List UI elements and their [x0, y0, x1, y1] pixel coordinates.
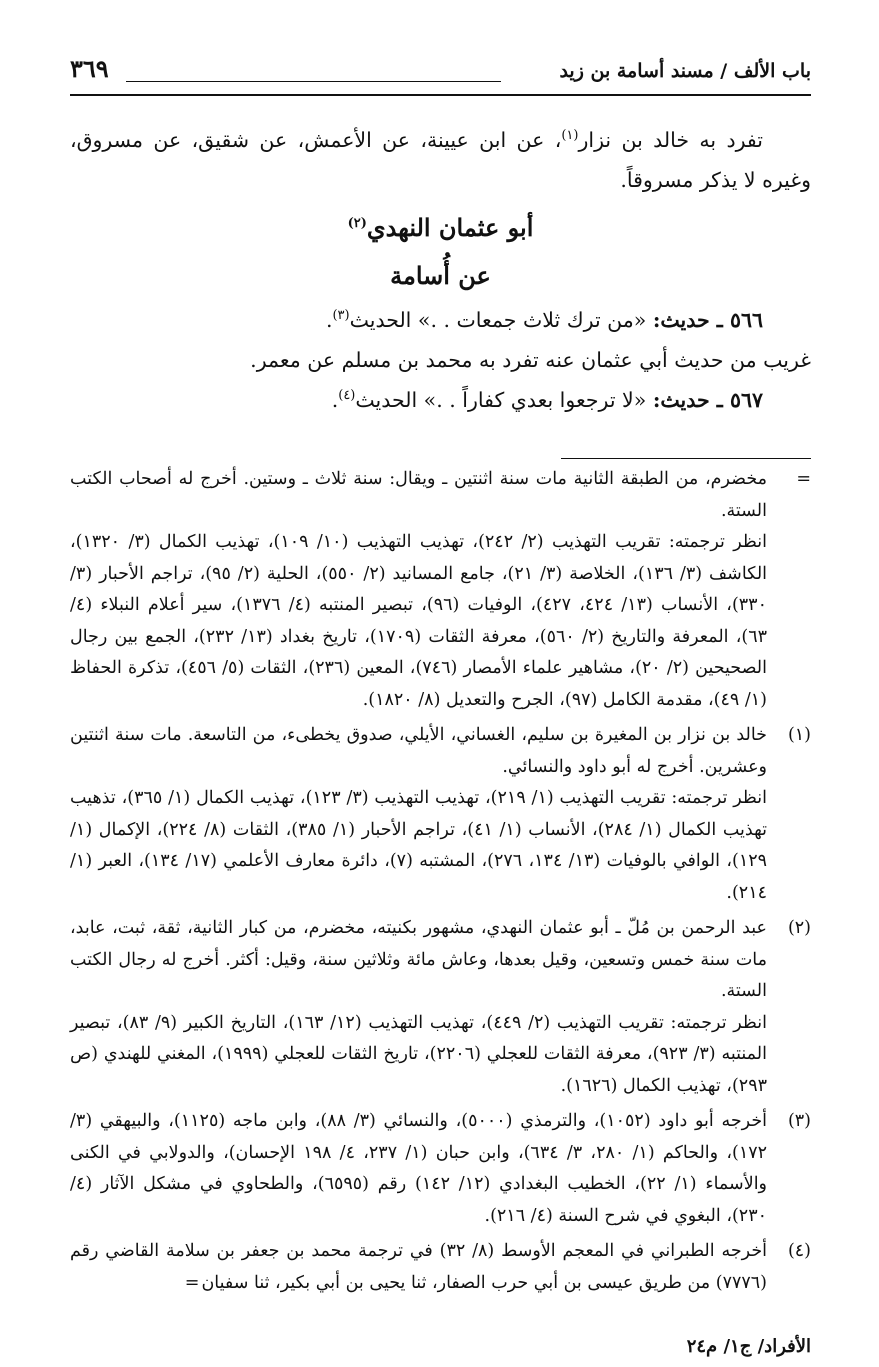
heading-name: أبو عثمان النهدي [366, 213, 534, 242]
footnote-number: (٣) [787, 1111, 811, 1131]
footnote-text: عبد الرحمن بن مُلّ ـ أبو عثمان النهدي، مشهور بكنيته، مخضرم، من كبار الثانية، ثقة، ثبت، عابد، مات سنة خمس وتسعين، وقيل بعدها، وعاش مائة وثلاثين سنة، وقيل: أكثر. أخرج له رجال الكتب الستة. [70, 918, 767, 1001]
running-head: باب الألف / مسند أسامة بن زيد [559, 60, 811, 82]
footnote-ref-1: (١) [561, 128, 579, 144]
page-number: ٣٦٩ [70, 54, 109, 83]
header-rule [70, 94, 811, 96]
hadith-566-label: ٥٦٦ ـ حديث: [652, 308, 763, 332]
footnote-refs: انظر ترجمته: تقريب التهذيب (٢/ ٢٤٢)، تهذيب التهذيب (١٠/ ١٠٩)، تهذيب الكمال (٣/ ١٣٢٠)، الكاشف (٣/ ١٣٦)، الخلاصة (٣/ ٢١)، جامع المسانيد (٢/ ٥٥٠)، الحلية (٢/ ٩٥)، تراجم الأحبار (٣/ ٣٣٠)، الأنساب (١٣/ ٤٢٤، ٤٢٧)، الوفيات (٩٦)، تبصير المنتبه (٤/ ١٣٧٦)، سير أعلام النبلاء (٤/ ٦٣)، المعرفة والتاريخ (٢/ ٥٦٠)، معرفة الثقات (١٧٠٩)، تاريخ بغداد (١٣/ ٢٣٢)، الجمع بين رجال الصحيحين (٢/ ٢٠)، مشاهير علماء الأمصار (٧٤٦)، المعين (٢٣٦)، الثقات (٥/ ٤٥٦)، تذكرة الحفاظ (١/ ٤٩)، مقدمة الكامل (٩٧)، الجرح والتعديل (٨/ ١٨٢٠). [70, 532, 768, 710]
intro-paragraph [70, 120, 811, 200]
header-line [126, 81, 501, 82]
footnote-number: (٢) [787, 918, 811, 938]
footnote-ref-3: (٣) [332, 308, 350, 324]
footnote-number: (٤) [787, 1241, 811, 1261]
footnotes [70, 464, 811, 1299]
page-header [70, 52, 811, 96]
footnote-text: مخضرم، من الطبقة الثانية مات سنة اثنتين ـ ويقال: سنة ثلاث ـ وستين. أخرج له أصحاب الكتب الستة. [70, 469, 767, 521]
section-subheading: عن أُسامة [390, 261, 491, 290]
footnote-refs: انظر ترجمته: تقريب التهذيب (١/ ٢١٩)، تهذيب التهذيب (٣/ ١٢٣)، تهذيب الكمال (١/ ٣٦٥)، تذهيب تهذيب الكمال (١/ ٢٨٤)، الأنساب (١/ ٤١)، تراجم الأحبار (١/ ٣٨٥)، الثقات (٨/ ٢٢٤)، الإكمال (١/ ١٢٩)، الوافي بالوفيات (١٣/ ١٣٤، ٢٧٦)، المشتبه (٧)، دائرة معارف الأعلمي (١٧/ ١٣٤)، العبر (١/ ٢١٤). [70, 788, 768, 903]
footnote-1 [70, 720, 811, 783]
intro-text: تفرد به خالد بن نزار [578, 128, 764, 152]
footnote-ref-2: (٢) [347, 216, 367, 231]
main-text [70, 120, 811, 420]
hadith-566: ٥٦٦ ـ حديث: «من ترك ثلاث جمعات . .» الحديث$^{(٣)}$. [325, 308, 763, 332]
footnote-4 [70, 1236, 811, 1299]
hadith-566-comment: غريب من حديث أبي عثمان عنه تفرد به محمد بن مسلم عن معمر. [250, 348, 811, 372]
hadith-567-text: «لا ترجعوا بعدي كفاراً . .» الحديث [355, 388, 647, 412]
intro-text-rest: ، عن ابن عيينة، عن الأعمش، عن شقيق، عن مسروق، وغيره لا يذكر مسروقاً. [70, 128, 811, 192]
footnote-text: أخرجه الطبراني في المعجم الأوسط (٨/ ٣٢) في ترجمة محمد بن جعفر بن سلامة القاضي رقم (٧٧٧٦) من طريق عيسى بن أبي حرب الصفار، ثنا يحيى بن أبي بكير، ثنا سفيان [70, 1241, 768, 1293]
printer-signature: الأفراد/ ج١/ م٢٤ [686, 1336, 811, 1357]
page [70, 0, 811, 1367]
hadith-567: ٥٦٧ ـ حديث: «لا ترجعوا بعدي كفاراً . .» الحديث$^{(٤)}$. [331, 388, 763, 412]
footnote-separator [561, 458, 811, 459]
footnote-3 [70, 1106, 811, 1232]
hadith-566-text: «من ترك ثلاث جمعات . .» الحديث [349, 308, 647, 332]
continuation-mark: = [184, 1272, 200, 1293]
footnote-ref-4: (٤) [338, 388, 356, 404]
footnote-2 [70, 913, 811, 1008]
footnote-text: خالد بن نزار بن المغيرة بن سليم، الغساني، الأيلي، صدوق يخطىء، من التاسعة. مات سنة اثنتين وعشرين. أخرج له أبو داود والنسائي. [70, 725, 767, 777]
footnote-text: أخرجه أبو داود (١٠٥٢)، والترمذي (٥٠٠٠)، والنسائي (٣/ ٨٨)، وابن ماجه (١١٢٥)، والبيهقي (٣/ ١٧٢)، والحاكم (١/ ٢٨٠، ٣/ ٦٣٤)، وابن حبان (١/ ٢٣٧، ٤/ ١٩٨ الإحسان)، والدولابي في الكنى والأسماء (١/ ٢٢)، الخطيب البغدادي (١٢/ ١٤٢) رقم (٦٥٩٥)، والطحاوي في مشكل الآثار (٤/ ٢٣٠)، البغوي في شرح السنة (٤/ ٢١٦). [70, 1111, 768, 1226]
continuation-mark: = [796, 469, 811, 489]
section-heading [70, 204, 811, 252]
footnote-refs: انظر ترجمته: تقريب التهذيب (٢/ ٤٤٩)، تهذيب التهذيب (١٢/ ١٦٣)، التاريخ الكبير (٩/ ٨٣)، تبصير المنتبه (٣/ ٩٢٣)، معرفة الثقات للعجلي (٢٢٠٦)، تاريخ الثقات للعجلي (١٩٩٩)، المغني للهندي (ص ٢٩٣)، تهذيب الكمال (١٦٢٦). [70, 1012, 768, 1096]
footnote-continuation [70, 464, 811, 527]
hadith-567-label: ٥٦٧ ـ حديث: [652, 388, 763, 412]
footnote-number: (١) [787, 725, 811, 745]
